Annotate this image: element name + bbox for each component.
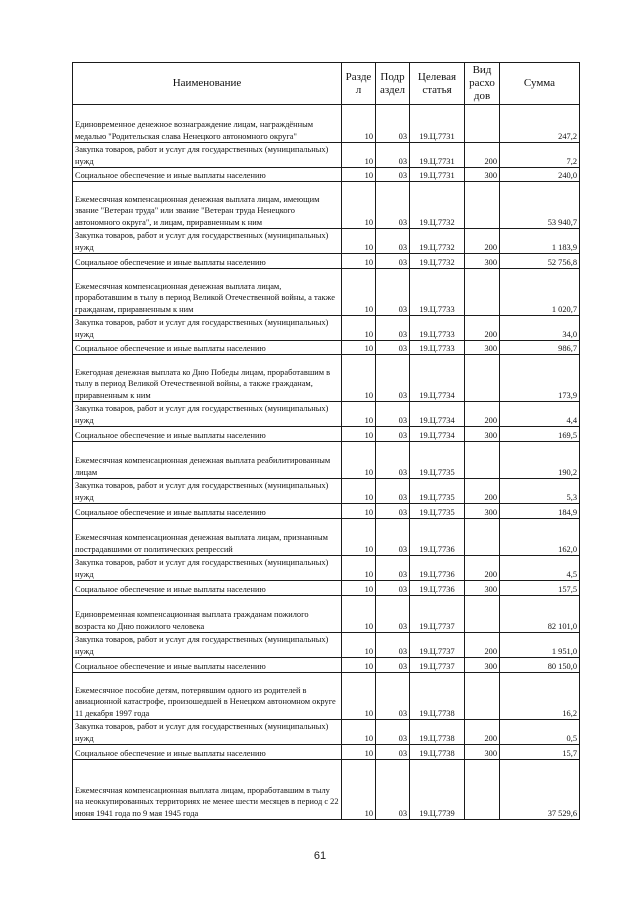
header-sum: Сумма (500, 63, 580, 105)
row-subsection-cell: 03 (376, 427, 410, 442)
row-section-cell: 10 (342, 182, 376, 229)
row-target-cell: 19.Ц.7736 (410, 581, 465, 596)
row-subsection-cell: 03 (376, 479, 410, 504)
table-row (73, 479, 580, 504)
page-number: 61 (313, 850, 327, 862)
row-name-cell: Закупка товаров, работ и услуг для государственных (муниципальных) нужд (73, 143, 342, 168)
row-expense-type-cell: 200 (465, 720, 500, 745)
table-row (73, 402, 580, 427)
table-row (73, 341, 580, 355)
row-name-cell: Единовременная компенсационная выплата гражданам пожилого возраста ко Дню пожилого человека (73, 596, 342, 633)
row-section-cell: 10 (342, 720, 376, 745)
row-section-cell: 10 (342, 556, 376, 581)
row-target-cell: 19.Ц.7732 (410, 182, 465, 229)
table-header-row (73, 63, 580, 105)
row-subsection-cell: 03 (376, 402, 410, 427)
row-expense-type-cell: 300 (465, 341, 500, 355)
header-target: Целевая статья (410, 63, 465, 105)
row-section-cell: 10 (342, 316, 376, 341)
row-target-cell: 19.Ц.7731 (410, 168, 465, 182)
row-section-cell: 10 (342, 658, 376, 673)
row-target-cell: 19.Ц.7737 (410, 658, 465, 673)
row-expense-type-cell (465, 105, 500, 143)
table-row (73, 168, 580, 182)
header-section: Разде л (342, 63, 376, 105)
row-expense-type-cell: 200 (465, 229, 500, 254)
row-subsection-cell: 03 (376, 760, 410, 820)
row-subsection-cell: 03 (376, 658, 410, 673)
table-row (73, 658, 580, 673)
row-sum-cell: 1 183,9 (500, 229, 580, 254)
row-target-cell: 19.Ц.7734 (410, 402, 465, 427)
row-name-cell: Ежемесячная компенсационная денежная выплата лицам, имеющим звание "Ветеран труда" или звание "Ветеран труда Ненецкого автономного округа", и лицам, приравненным к ним (73, 182, 342, 229)
row-subsection-cell: 03 (376, 519, 410, 556)
table-row (73, 519, 580, 556)
row-sum-cell: 34,0 (500, 316, 580, 341)
row-expense-type-cell: 300 (465, 658, 500, 673)
table-row (73, 745, 580, 760)
row-sum-cell: 37 529,6 (500, 760, 580, 820)
row-section-cell: 10 (342, 355, 376, 402)
row-sum-cell: 169,5 (500, 427, 580, 442)
row-name-cell: Ежемесячная компенсационная денежная выплата лицам, признанным пострадавшими от политических репрессий (73, 519, 342, 556)
table-row (73, 596, 580, 633)
row-sum-cell: 16,2 (500, 673, 580, 720)
table-row (73, 182, 580, 229)
table-row (73, 442, 580, 479)
row-expense-type-cell (465, 269, 500, 316)
row-target-cell: 19.Ц.7733 (410, 341, 465, 355)
row-sum-cell: 184,9 (500, 504, 580, 519)
row-sum-cell: 1 951,0 (500, 633, 580, 658)
row-target-cell: 19.Ц.7735 (410, 504, 465, 519)
row-section-cell: 10 (342, 269, 376, 316)
row-section-cell: 10 (342, 105, 376, 143)
row-name-cell: Социальное обеспечение и иные выплаты населению (73, 427, 342, 442)
row-subsection-cell: 03 (376, 673, 410, 720)
row-subsection-cell: 03 (376, 168, 410, 182)
row-subsection-cell: 03 (376, 269, 410, 316)
row-subsection-cell: 03 (376, 442, 410, 479)
header-name: Наименование (73, 63, 342, 105)
row-expense-type-cell (465, 355, 500, 402)
row-name-cell: Закупка товаров, работ и услуг для государственных (муниципальных) нужд (73, 556, 342, 581)
row-section-cell: 10 (342, 581, 376, 596)
row-expense-type-cell: 200 (465, 633, 500, 658)
row-target-cell: 19.Ц.7735 (410, 442, 465, 479)
table-row (73, 720, 580, 745)
row-target-cell: 19.Ц.7731 (410, 143, 465, 168)
row-section-cell: 10 (342, 633, 376, 658)
header-expense-type: Вид расхо дов (465, 63, 500, 105)
table-body (73, 105, 580, 820)
row-name-cell: Единовременное денежное вознаграждение лицам, награждённым медалью "Родительская слава Ненецкого автономного округа" (73, 105, 342, 143)
row-section-cell: 10 (342, 402, 376, 427)
row-sum-cell: 173,9 (500, 355, 580, 402)
row-expense-type-cell: 300 (465, 504, 500, 519)
row-target-cell: 19.Ц.7734 (410, 427, 465, 442)
row-expense-type-cell: 300 (465, 168, 500, 182)
row-subsection-cell: 03 (376, 229, 410, 254)
row-subsection-cell: 03 (376, 341, 410, 355)
row-target-cell: 19.Ц.7736 (410, 519, 465, 556)
row-target-cell: 19.Ц.7737 (410, 596, 465, 633)
table-row (73, 355, 580, 402)
table-row (73, 316, 580, 341)
row-name-cell: Социальное обеспечение и иные выплаты населению (73, 745, 342, 760)
row-subsection-cell: 03 (376, 143, 410, 168)
table-row (73, 760, 580, 820)
row-sum-cell: 0,5 (500, 720, 580, 745)
row-name-cell: Закупка товаров, работ и услуг для государственных (муниципальных) нужд (73, 720, 342, 745)
row-name-cell: Закупка товаров, работ и услуг для государственных (муниципальных) нужд (73, 316, 342, 341)
row-subsection-cell: 03 (376, 316, 410, 341)
row-section-cell: 10 (342, 229, 376, 254)
row-section-cell: 10 (342, 760, 376, 820)
row-sum-cell: 80 150,0 (500, 658, 580, 673)
row-expense-type-cell: 200 (465, 479, 500, 504)
row-expense-type-cell: 300 (465, 427, 500, 442)
row-section-cell: 10 (342, 427, 376, 442)
table-row (73, 269, 580, 316)
row-expense-type-cell: 200 (465, 143, 500, 168)
row-target-cell: 19.Ц.7733 (410, 269, 465, 316)
row-name-cell: Ежемесячная компенсационная денежная выплата реабилитированным лицам (73, 442, 342, 479)
row-section-cell: 10 (342, 673, 376, 720)
table-row (73, 633, 580, 658)
row-name-cell: Социальное обеспечение и иные выплаты населению (73, 658, 342, 673)
row-name-cell: Ежемесячное пособие детям, потерявшим одного из родителей в авиационной катастрофе, произошедшей в Ненецком автономном округе 11 декабря 1997 года (73, 673, 342, 720)
row-name-cell: Закупка товаров, работ и услуг для государственных (муниципальных) нужд (73, 479, 342, 504)
row-name-cell: Социальное обеспечение и иные выплаты населению (73, 254, 342, 269)
row-sum-cell: 4,4 (500, 402, 580, 427)
row-name-cell: Ежемесячная компенсационная денежная выплата лицам, проработавшим в тылу в период Великой Отечественной войны, а также гражданам, приравненным к ним (73, 269, 342, 316)
row-sum-cell: 162,0 (500, 519, 580, 556)
row-subsection-cell: 03 (376, 720, 410, 745)
row-sum-cell: 52 756,8 (500, 254, 580, 269)
table-row (73, 673, 580, 720)
row-section-cell: 10 (342, 168, 376, 182)
row-name-cell: Социальное обеспечение и иные выплаты населению (73, 581, 342, 596)
row-section-cell: 10 (342, 596, 376, 633)
row-name-cell: Социальное обеспечение и иные выплаты населению (73, 168, 342, 182)
row-name-cell: Ежегодная денежная выплата ко Дню Победы лицам, проработавшим в тылу в период Великой Отечественной войны, а также гражданам, приравненным к ним (73, 355, 342, 402)
table-row (73, 229, 580, 254)
row-expense-type-cell: 300 (465, 581, 500, 596)
row-sum-cell: 247,2 (500, 105, 580, 143)
row-section-cell: 10 (342, 479, 376, 504)
row-subsection-cell: 03 (376, 504, 410, 519)
row-sum-cell: 82 101,0 (500, 596, 580, 633)
row-name-cell: Закупка товаров, работ и услуг для государственных (муниципальных) нужд (73, 229, 342, 254)
row-target-cell: 19.Ц.7737 (410, 633, 465, 658)
row-subsection-cell: 03 (376, 596, 410, 633)
row-section-cell: 10 (342, 745, 376, 760)
row-target-cell: 19.Ц.7739 (410, 760, 465, 820)
row-expense-type-cell: 300 (465, 745, 500, 760)
row-sum-cell: 190,2 (500, 442, 580, 479)
row-expense-type-cell (465, 596, 500, 633)
row-sum-cell: 986,7 (500, 341, 580, 355)
table-row (73, 504, 580, 519)
row-section-cell: 10 (342, 442, 376, 479)
row-sum-cell: 5,3 (500, 479, 580, 504)
row-subsection-cell: 03 (376, 254, 410, 269)
row-sum-cell: 53 940,7 (500, 182, 580, 229)
row-section-cell: 10 (342, 254, 376, 269)
row-subsection-cell: 03 (376, 182, 410, 229)
row-subsection-cell: 03 (376, 105, 410, 143)
row-target-cell: 19.Ц.7738 (410, 673, 465, 720)
row-target-cell: 19.Ц.7735 (410, 479, 465, 504)
row-name-cell: Социальное обеспечение и иные выплаты населению (73, 504, 342, 519)
table-row (73, 581, 580, 596)
row-sum-cell: 15,7 (500, 745, 580, 760)
table-row (73, 556, 580, 581)
row-name-cell: Закупка товаров, работ и услуг для государственных (муниципальных) нужд (73, 402, 342, 427)
table-row (73, 427, 580, 442)
row-name-cell: Закупка товаров, работ и услуг для государственных (муниципальных) нужд (73, 633, 342, 658)
row-expense-type-cell: 200 (465, 556, 500, 581)
row-expense-type-cell: 200 (465, 402, 500, 427)
row-sum-cell: 1 020,7 (500, 269, 580, 316)
row-target-cell: 19.Ц.7732 (410, 254, 465, 269)
row-subsection-cell: 03 (376, 745, 410, 760)
row-target-cell: 19.Ц.7731 (410, 105, 465, 143)
row-subsection-cell: 03 (376, 355, 410, 402)
row-expense-type-cell (465, 442, 500, 479)
row-expense-type-cell: 300 (465, 254, 500, 269)
budget-table (72, 62, 580, 820)
table-row (73, 254, 580, 269)
row-expense-type-cell: 200 (465, 316, 500, 341)
row-subsection-cell: 03 (376, 633, 410, 658)
row-name-cell: Ежемесячная компенсационная выплата лицам, проработавшим в тылу на неоккупированных территориях не менее шести месяцев в период с 22 июня 1941 года по 9 мая 1945 года (73, 760, 342, 820)
row-target-cell: 19.Ц.7738 (410, 745, 465, 760)
row-sum-cell: 7,2 (500, 143, 580, 168)
row-name-cell: Социальное обеспечение и иные выплаты населению (73, 341, 342, 355)
row-subsection-cell: 03 (376, 556, 410, 581)
row-subsection-cell: 03 (376, 581, 410, 596)
row-section-cell: 10 (342, 504, 376, 519)
row-target-cell: 19.Ц.7732 (410, 229, 465, 254)
row-expense-type-cell (465, 519, 500, 556)
row-sum-cell: 4,5 (500, 556, 580, 581)
row-target-cell: 19.Ц.7738 (410, 720, 465, 745)
row-target-cell: 19.Ц.7736 (410, 556, 465, 581)
table-row (73, 143, 580, 168)
table-row (73, 105, 580, 143)
row-section-cell: 10 (342, 143, 376, 168)
row-sum-cell: 157,5 (500, 581, 580, 596)
row-sum-cell: 240,0 (500, 168, 580, 182)
row-section-cell: 10 (342, 341, 376, 355)
row-expense-type-cell (465, 182, 500, 229)
row-expense-type-cell (465, 760, 500, 820)
row-target-cell: 19.Ц.7733 (410, 316, 465, 341)
row-target-cell: 19.Ц.7734 (410, 355, 465, 402)
header-subsection: Подр аздел (376, 63, 410, 105)
row-expense-type-cell (465, 673, 500, 720)
row-section-cell: 10 (342, 519, 376, 556)
